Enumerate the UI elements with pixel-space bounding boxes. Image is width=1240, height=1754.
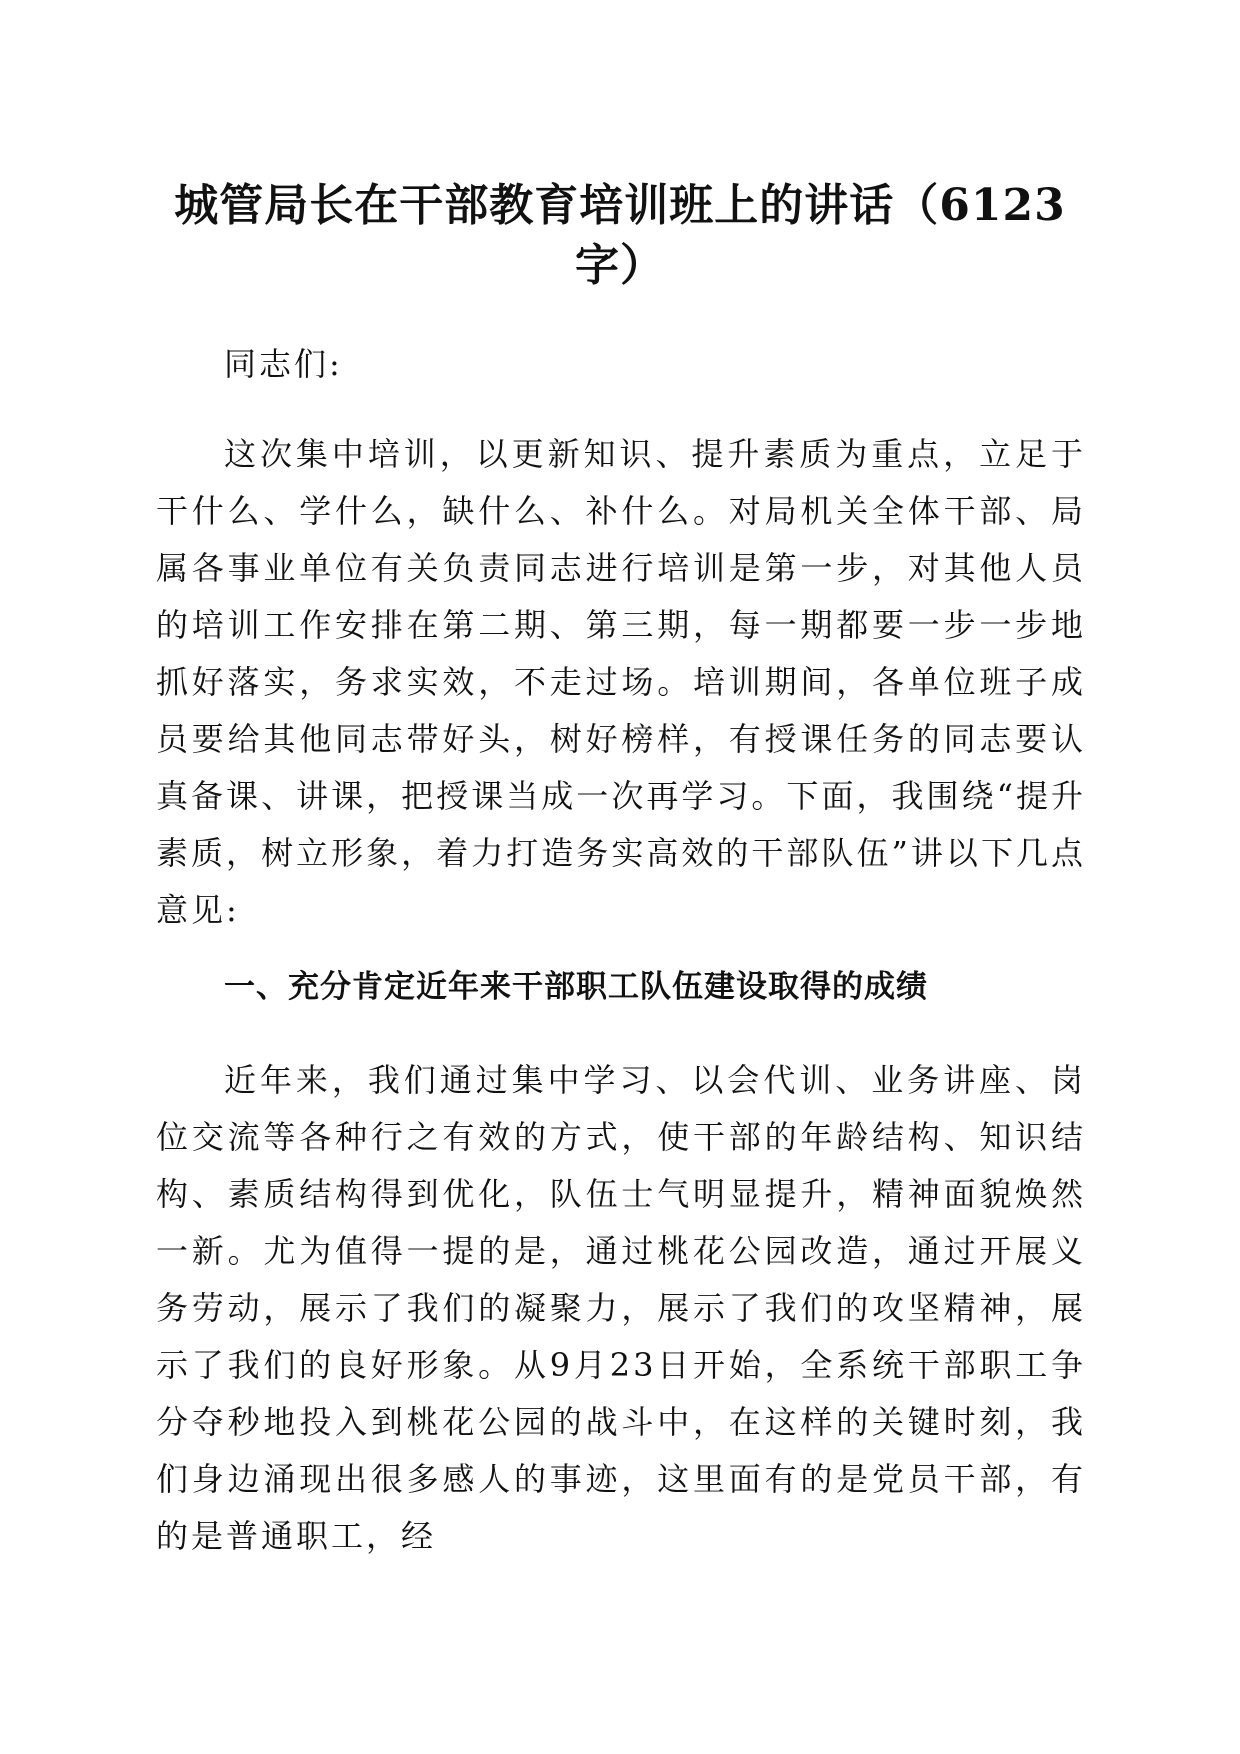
paragraph-intro: 这次集中培训，以更新知识、提升素质为重点，立足于干什么、学什么，缺什么、补什么。对局机关全体干部、局属各事业单位有关负责同志进行培训是第一步，对其他人员的培训工作安排在第二期、第三期，每一期都要一步一步地抓好落实，务求实效，不走过场。培训期间，各单位班子成员要给其他同志带好头，树好榜样，有授课任务的同志要认真备课、讲课，把授课当成一次再学习。下面，我围绕“提升素质，树立形象，着力打造务实高效的干部队伍”讲以下几点意见:	[156, 435, 1086, 929]
section-heading: 一、充分肯定近年来干部职工队伍建设取得的成绩	[224, 969, 928, 1005]
greeting: 同志们:	[224, 345, 343, 383]
document-title: 城管局长在干部教育培训班上的讲话（6123字）	[174, 180, 1066, 291]
paragraph-achievements: 近年来，我们通过集中学习、以会代训、业务讲座、岗位交流等各种行之有效的方式，使干部的年龄结构、知识结构、素质结构得到优化，队伍士气明显提升，精神面貌焕然一新。尤为值得一提的是，通过桃花公园改造，通过开展义务劳动，展示了我们的凝聚力，展示了我们的攻坚精神，展示了我们的良好形象。从9月23日开始，全系统干部职工争分夺秒地投入到桃花公园的战斗中，在这样的关键时刻，我们身边涌现出很多感人的事迹，这里面有的是党员干部，有的是普通职工，经	[156, 1061, 1086, 1555]
